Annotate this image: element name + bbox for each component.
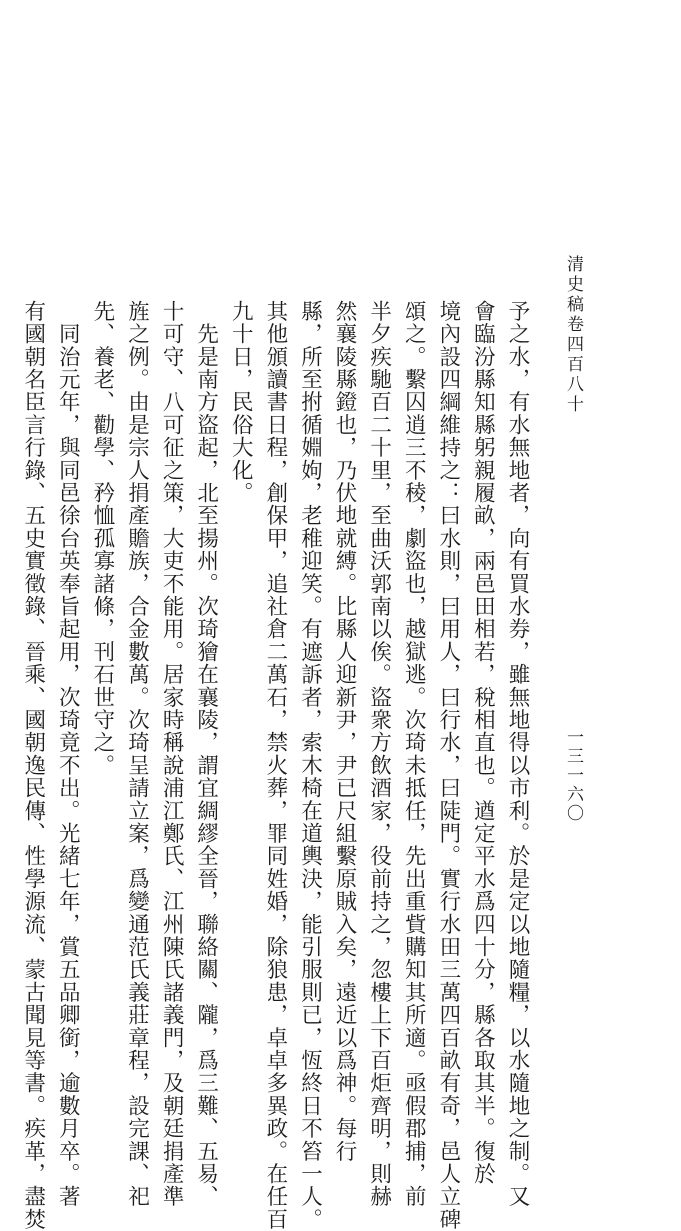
text-column: 先、養老、勸學、矜恤孤寡諸條，刊石世守之。 [89, 300, 115, 777]
page-number: 一三一六〇 [563, 728, 583, 823]
text-column: 其他頒讀書日程，創保甲，追社倉二萬石，禁火葬，罪同姓婚，除狼患，卓卓多異政。在任百 [262, 300, 288, 1231]
main-text [20, 300, 534, 1231]
text-column: 旌之例。由是宗人捐產贍族，合金數萬。次琦呈請立案，爲變通范氏義莊章程，設完課、祀 [124, 300, 150, 1208]
running-header: 清史稿卷四百八十 [563, 255, 583, 415]
text-column: 境內設四綱維持之：曰水則，曰用人，曰行水，曰陡門。實行水田三萬四百畝有奇，邑人立碑 [435, 300, 461, 1231]
text-column: 九十日，民俗大化。 [228, 300, 254, 505]
text-column: 會臨汾縣知縣躬親履畝，兩邑田相若，稅相直也。遒定平水爲四十分，縣各取其半。復於 [470, 300, 496, 1186]
text-column: 頌之。繫囚逍三不稜，劇盜也，越獄逃。次琦未抵任，先出重貲購知其所適。亟假郡捕，前 [401, 300, 427, 1208]
text-column: 予之水，有水無地者，向有買水券，雖無地得以市利。於是定以地隨糧，以水隨地之制。又 [505, 300, 530, 1208]
text-column: 有國朝名臣言行錄、五史實徵錄、晉乘、國朝逸民傳、性學源流、蒙古聞見等書。疾革，盡焚 [20, 300, 46, 1231]
text-column: 先是南方盜起，北至揚州。次琦獪在襄陵，謂宜綢繆全晉，聯絡關、隴，爲三難、五易、 [193, 300, 219, 1208]
text-column: 然襄陵縣鐙也，乃伏地就縛。比縣人迎新尹，尹已尺組繫原賊入矣，遠近以爲神。每行 [332, 300, 358, 1163]
text-column: 縣，所至拊循婣姁，老稚迎笑。有遮訴者，索木椅在道輿決，能引服則已，恆終日不笞一人。 [297, 300, 323, 1231]
text-column: 同治元年，與同邑徐台英奉旨起用，次琦竟不出。光緒七年，賞五品卿銜，逾數月卒。著 [55, 300, 81, 1208]
text-column: 十可守、八可征之策，大吏不能用。居家時稱說浦江鄭氏、江州陳氏諸義門，及朝廷捐產準 [159, 300, 185, 1208]
text-column: 半夕疾馳百二十里，至曲沃郭南以俟。盜衆方飲酒家，役前持之，忽樓上下百炬齊明，則赫 [366, 300, 392, 1208]
